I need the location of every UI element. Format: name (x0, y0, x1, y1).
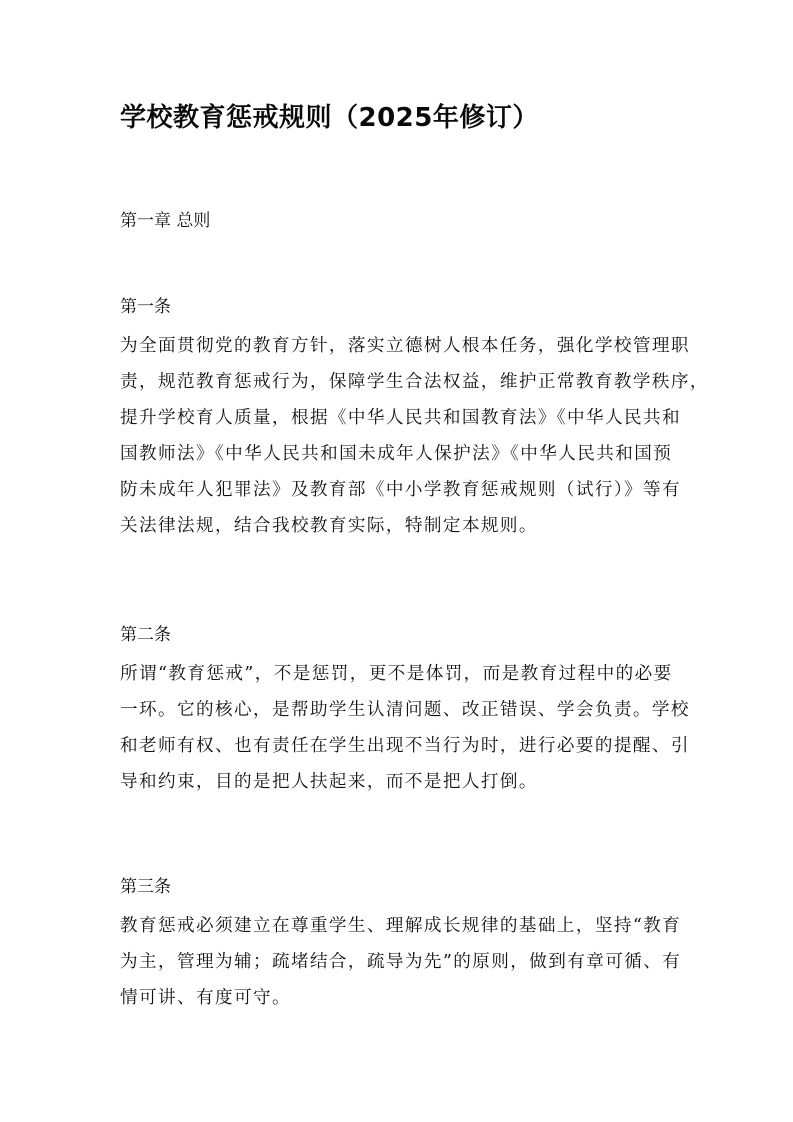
text-line: 国教师法》《中华人民共和国未成年人保护法》《中华人民共和国预 (120, 444, 673, 464)
text-line: 一环。它的核心，是帮助学生认清问题、改正错误、学会负责。学校 (120, 700, 690, 720)
text-line: 防未成年人犯罪法》及教育部《中小学教育惩戒规则（试行）》等有 (120, 480, 682, 500)
article-body (120, 908, 680, 1016)
article-body (120, 328, 709, 544)
article-heading: 第三条 (120, 877, 171, 897)
text-line: 关法律法规，结合我校教育实际，特制定本规则。 (120, 516, 538, 536)
document-title: 学校教育惩戒规则（2025年修订） (120, 103, 539, 133)
article-heading: 第二条 (120, 625, 171, 645)
text-line: 导和约束，目的是把人扶起来，而不是把人打倒。 (120, 772, 538, 792)
text-line: 教育惩戒必须建立在尊重学生、理解成长规律的基础上，坚持“教育 (120, 916, 682, 936)
text-line: 所谓“教育惩戒”，不是惩罚，更不是体罚，而是教育过程中的必要 (120, 664, 673, 684)
text-line: 情可讲、有度可守。 (120, 988, 291, 1008)
article-1 (120, 292, 709, 544)
article-2 (120, 620, 690, 800)
text-line: 为主，管理为辅；疏堵结合，疏导为先”的原则，做到有章可循、有 (120, 952, 682, 972)
article-3 (120, 872, 680, 1016)
text-line: 提升学校育人质量，根据《中华人民共和国教育法》《中华人民共和 (120, 408, 682, 428)
chapter-heading: 第一章 总则 (120, 211, 211, 231)
article-body (120, 656, 690, 800)
text-line: 责，规范教育惩戒行为，保障学生合法权益，维护正常教育教学秩序， (120, 372, 709, 392)
article-heading: 第一条 (120, 297, 171, 317)
text-line: 为全面贯彻党的教育方针，落实立德树人根本任务，强化学校管理职 (120, 336, 690, 356)
text-line: 和老师有权、也有责任在学生出现不当行为时，进行必要的提醒、引 (120, 736, 690, 756)
